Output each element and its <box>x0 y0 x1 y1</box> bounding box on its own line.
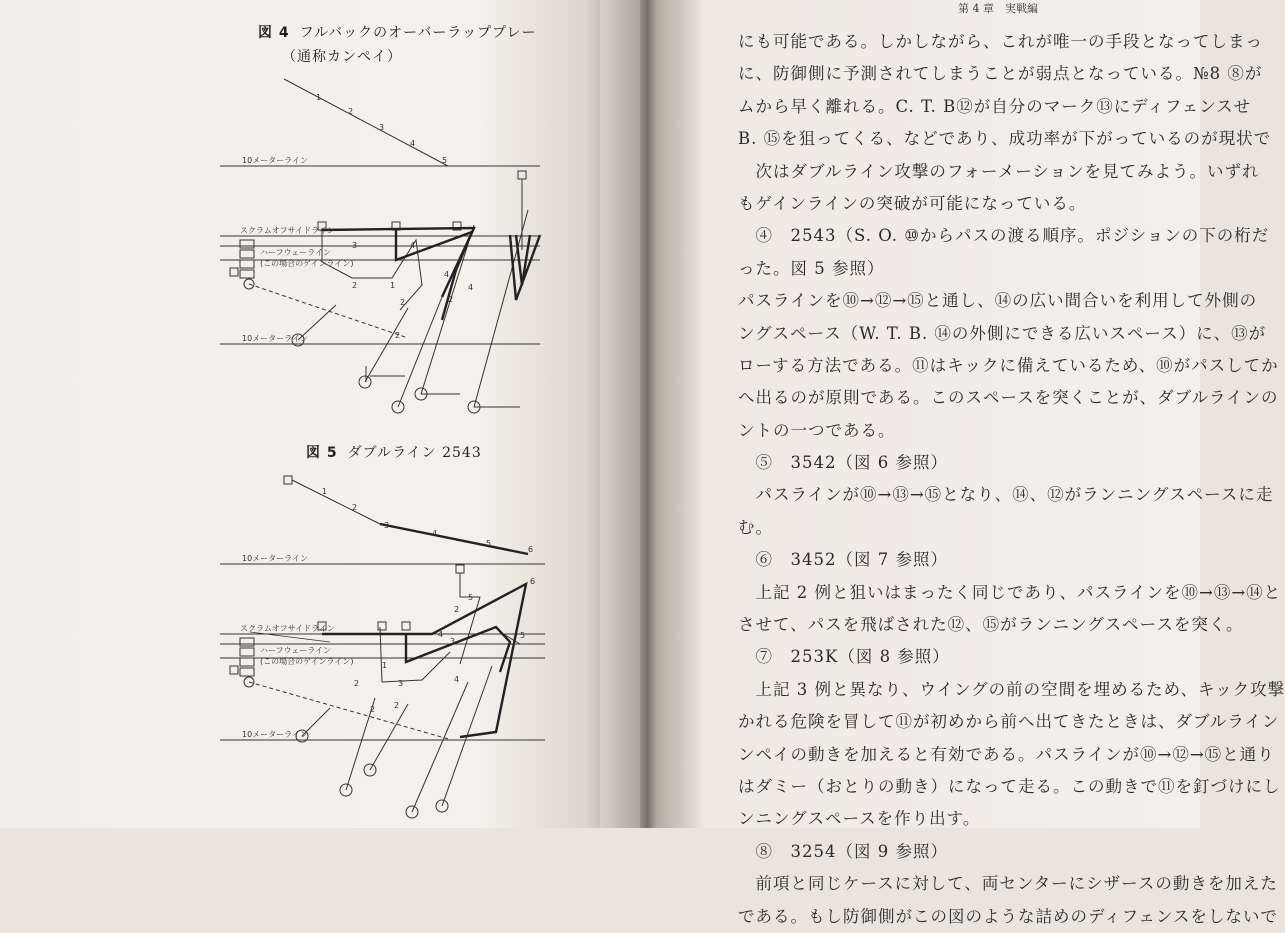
body-line: った。図 5 参照） <box>738 258 885 278</box>
fig5-scrum-offside-label: スクラムオフサイドライン <box>240 624 335 633</box>
svg-text:2: 2 <box>454 605 460 614</box>
svg-text:2: 2 <box>400 298 406 307</box>
running-head: 第 4 章 実戦編 <box>958 2 1038 15</box>
svg-text:2: 2 <box>394 701 400 710</box>
body-line: ンペイの動きを加えると有効である。パスラインが⑩→⑫→⑮と通り <box>738 744 1275 764</box>
svg-text:4: 4 <box>454 675 460 684</box>
svg-text:2: 2 <box>370 705 376 714</box>
body-line: 上記 3 例と異なり、ウイングの前の空間を埋めるため、キック攻撃 <box>738 679 1285 699</box>
scrum-offside-label: スクラムオフサイドライン <box>240 226 335 235</box>
body-line: ローする方法である。⑪はキックに備えているため、⑩がパスしてか <box>738 355 1279 375</box>
fig5-ten-meter-label-bottom: 10メーターライン <box>242 730 308 739</box>
svg-text:2: 2 <box>354 679 360 688</box>
svg-text:1: 1 <box>382 661 388 670</box>
body-line: である。もし防御側がこの図のような詰めのディフェンスをしないで <box>738 906 1278 926</box>
figure-4-diagram <box>210 70 560 415</box>
svg-text:6: 6 <box>530 577 536 586</box>
svg-text:5: 5 <box>442 156 448 165</box>
body-line: B. ⑮を狙ってくる、などであり、成功率が下がっているのが現状で <box>738 129 1272 149</box>
figure-5-diagram <box>210 472 560 822</box>
svg-text:2: 2 <box>448 295 454 304</box>
body-line: ンニングスペースを作り出す。 <box>738 809 981 829</box>
figure-5-number: 図 5 <box>306 445 338 461</box>
svg-text:4: 4 <box>410 139 416 148</box>
body-line: にも可能である。しかしながら、これが唯一の手段となってしまっ <box>738 32 1263 51</box>
body-line: ⑥ 3452（図 7 参照） <box>738 550 948 570</box>
figure-5-title <box>306 442 482 462</box>
ten-meter-line-label-top: 10メーターライン <box>242 156 308 165</box>
svg-text:3: 3 <box>398 679 404 688</box>
body-line: ⑧ 3254（図 9 参照） <box>738 841 948 861</box>
body-line: ⑤ 3542（図 6 参照） <box>738 453 948 473</box>
svg-text:4: 4 <box>410 241 416 250</box>
svg-text:4: 4 <box>432 529 438 538</box>
half-way-label: ハーフウェーライン <box>260 248 332 257</box>
body-line: ⑦ 253K（図 8 参照） <box>738 647 950 667</box>
body-line: もゲインラインの突破が可能になっている。 <box>738 193 1087 213</box>
body-line: む。 <box>738 517 773 537</box>
body-line: 上記 2 例と狙いはまったく同じであり、パスラインを⑩→⑬→⑭と <box>738 582 1282 602</box>
svg-text:4: 4 <box>444 270 450 279</box>
body-line: ングスペース（W. T. B. ⑭の外側にできる広いスペース）に、⑬が <box>738 323 1267 343</box>
body-line: ントの一つである。 <box>738 420 896 440</box>
svg-text:3: 3 <box>384 521 390 530</box>
body-text <box>738 26 1285 933</box>
ten-meter-line-label-bottom: 10メーターライン <box>242 334 308 343</box>
svg-text:2: 2 <box>348 107 354 116</box>
fig5-ten-meter-label-top: 10メーターライン <box>242 554 308 563</box>
svg-text:1: 1 <box>390 281 396 290</box>
svg-text:3: 3 <box>450 637 456 646</box>
figure-4-title-line1: フルバックのオーバーラッププレー <box>299 25 537 41</box>
svg-text:5: 5 <box>468 593 474 602</box>
body-line: ムから早く離れる。C. T. B⑫が自分のマーク⑬にディフェンスせ <box>738 96 1252 116</box>
figure-4-subtitle: （通称カンペイ） <box>282 49 402 65</box>
book-gutter <box>585 0 705 828</box>
figure-4-title <box>258 22 537 42</box>
svg-text:3: 3 <box>379 123 385 132</box>
svg-text:4: 4 <box>468 283 474 292</box>
svg-text:5: 5 <box>520 631 526 640</box>
body-line: かれる危険を冒して⑪が初めから前へ出てきたときは、ダブルライン <box>738 712 1280 732</box>
body-line: パスラインが⑩→⑬→⑮となり、⑭、⑫がランニングスペースに走 <box>738 485 1274 505</box>
body-line: に、防御側に予測されてしまうことが弱点となっている。№8 ⑧が <box>738 64 1263 84</box>
left-page <box>0 0 600 828</box>
figure-5-title-text: ダブルライン 2543 <box>347 445 482 461</box>
svg-text:1: 1 <box>322 487 328 496</box>
body-line: はダミー（おとりの動き）になって走る。この動きで⑪を釘づけにし <box>738 776 1281 796</box>
body-line: パスラインを⑩→⑫→⑮と通し、⑭の広い間合いを利用して外側の <box>738 291 1258 311</box>
svg-text:3: 3 <box>352 241 358 250</box>
body-line: させて、パスを飛ばされた⑫、⑮がランニングスペースを突く。 <box>738 615 1244 635</box>
fig5-half-way-label: ハーフウェーライン <box>260 646 332 655</box>
fig5-gain-line-note: (この場合のゲインライン) <box>260 657 354 666</box>
svg-text:2: 2 <box>352 503 358 512</box>
svg-text:1: 1 <box>316 93 322 102</box>
body-line: 次はダブルライン攻撃のフォーメーションを見てみよう。いずれ <box>738 161 1260 181</box>
body-line: 前項と同じケースに対して、両センターにシザースの動きを加えた <box>738 874 1278 894</box>
body-line: ④ 2543（S. O. ⑩からパスの渡る順序。ポジションの下の桁だ <box>738 226 1270 246</box>
svg-text:2: 2 <box>395 331 401 340</box>
body-line: へ出るのが原則である。このスペースを突くことが、ダブルラインの <box>738 388 1279 408</box>
svg-text:4: 4 <box>438 630 444 639</box>
svg-text:2: 2 <box>352 281 358 290</box>
svg-text:5: 5 <box>486 539 492 548</box>
figure-4-number: 図 4 <box>258 25 290 41</box>
svg-text:6: 6 <box>528 545 534 554</box>
gain-line-note: (この場合のゲインライン) <box>260 259 354 268</box>
